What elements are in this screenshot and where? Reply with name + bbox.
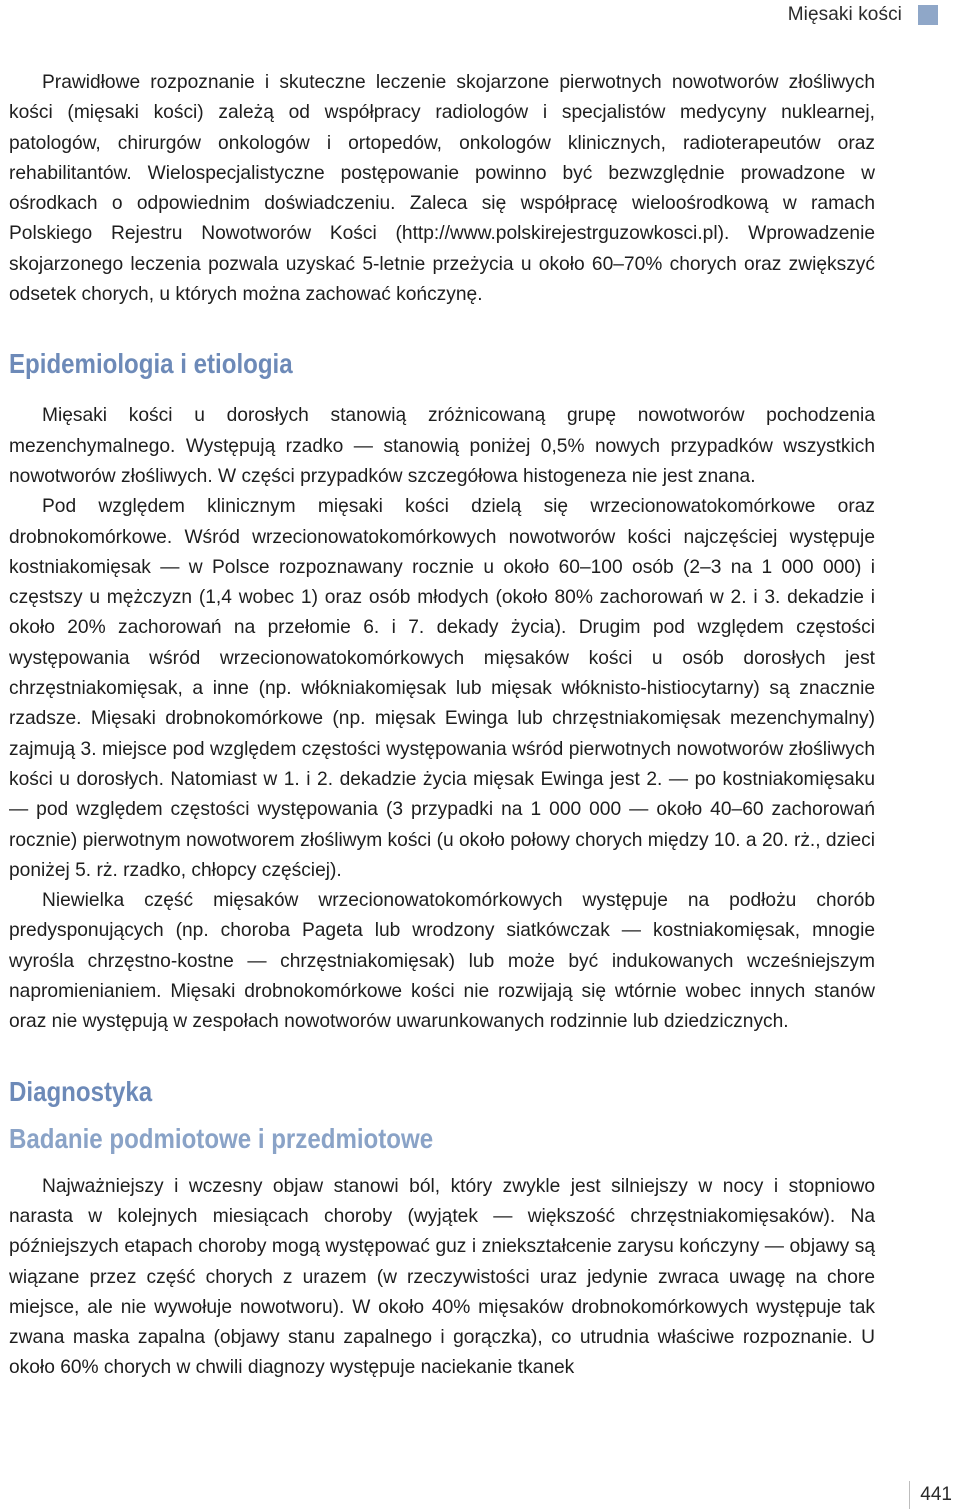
diagnostics-paragraph: Najważniejszy i wczesny objaw stanowi ból, który zwykle jest silniejszy w nocy i stopniowo narasta w kolejnych miesiącach choroby (wyjątek — większość chrzęstniakomięsaków). Na późniejszych etapach choroby mogą występować guz i zniekształcenie zarysu kończyny — objawy są wiązane przez część chorych z urazem (w rzeczywistości uraz jedynie zwraca uwagę na chore miejsce, ale nie wywołuje nowotworu). W około 40% mięsaków drobnokomórkowych występuje tak zwana maska zapalna (objawy stanu zapalnego i gorączka), co utrudnia właściwe rozpoznanie. U około 60% chorych w chwili diagnozy występuje naciekanie tkanek — [9, 1175, 875, 1379]
epidemiology-paragraph-2: Pod względem klinicznym mięsaki kości dzielą się wrzecionowatokomórkowe oraz drobnokomórkowe. Wśród wrzecionowatokomórkowych nowotworów kości najczęściej występuje kostniakomięsak — w Polsce rozpoznawany rocznie u około 60–100 osób (2–3 na 1 000 000) i częstszy u mężczyzn (1,4 wobec 1) oraz osób młodych (około 80% zachorowań w 2. i 3. dekadzie i około 20% zachorowań na przełomie 6. i 7. dekady życia). Drugim pod względem częstości występowania wśród wrzecionowatokomórkowych mięsaków kości u osób dorosłych jest chrzęstniakomięsak, a inne (np. włókniakomięsak lub mięsak włóknisto-histiocytarny) są znacznie rzadsze. Mięsaki drobnokomórkowe (np. mięsak Ewinga lub chrzęstniakomięsak mezenchymalny) zajmują 3. miejsce pod względem częstości występowania wśród pierwotnych nowotworów złośliwych kości u dorosłych. Natomiast w 1. i 2. dekadzie życia mięsak Ewinga jest 2. — po kostniakomięsaku — pod względem częstości występowania (3 przypadki na 1 000 000 — około 40–60 zachorowań rocznie) pierwotnym nowotworem złośliwym kości (u około połowy chorych między 10. a 20. rż., dzieci poniżej 5. rż. rzadko, chłopcy częściej). — [9, 496, 875, 881]
intro-paragraph: Prawidłowe rozpoznanie i skuteczne leczenie skojarzone pierwotnych nowotworów złośliwych kości (mięsaki kości) zależą od współpracy radiologów i specjalistów medycyny nuklearnej, patologów, chirurgów onkologów i ortopedów, onkologów klinicznych, radioterapeutów oraz rehabilitantów. Wielospecjalistyczne postępowanie powinno być bezwzględnie prowadzone w ośrodkach o odpowiednim doświadczeniu. Zaleca się współpracę wieloośrodkową w ramach Polskiego Rejestru Nowotworów Kości (http://www.polskirejestrguzowkosci.pl). Wprowadzenie skojarzonego leczenia pozwala uzyskać 5-letnie przeżycia u około 60–70% chorych oraz zwiększyć odsetek chorych, u których można zachować kończynę. — [9, 72, 875, 306]
running-header — [788, 4, 938, 26]
subsection-heading-examination: Badanie podmiotowe i przedmiotowe — [9, 1122, 434, 1154]
running-title: Mięsaki kości — [787, 4, 902, 25]
section-heading-epidemiology: Epidemiologia i etiologia — [9, 348, 293, 380]
epidemiology-paragraph-1: Mięsaki kości u dorosłych stanowią zróżnicowaną grupę nowotworów pochodzenia mezenchymalnego. Występują rzadko — stanowią poniżej 0,5% nowych przypadków wszystkich nowotworów złośliwych. W części przypadków szczegółowa histogeneza nie jest znana. — [9, 405, 875, 487]
section-heading-diagnostics: Diagnostyka — [9, 1075, 153, 1107]
header-accent-square — [918, 5, 938, 25]
epidemiology-paragraph-3: Niewielka część mięsaków wrzecionowatokomórkowych występuje na podłożu chorób predysponujących (np. choroba Pageta lub wrodzony siatkówczak — kostniakomięsak, mnogie wyrośla chrzęstno-kostne — chrzęstniakomięsak) lub może być indukowanych wcześniejszym napromienianiem. Mięsaki drobnokomórkowe kości nie rozwijają się wtórnie wobec innych stanów oraz nie występują w zespołach nowotworów uwarunkowanych rodzinnie lub dziedzicznych. — [9, 890, 875, 1033]
page-content — [9, 68, 875, 1384]
page-number: 441 — [909, 1481, 952, 1509]
